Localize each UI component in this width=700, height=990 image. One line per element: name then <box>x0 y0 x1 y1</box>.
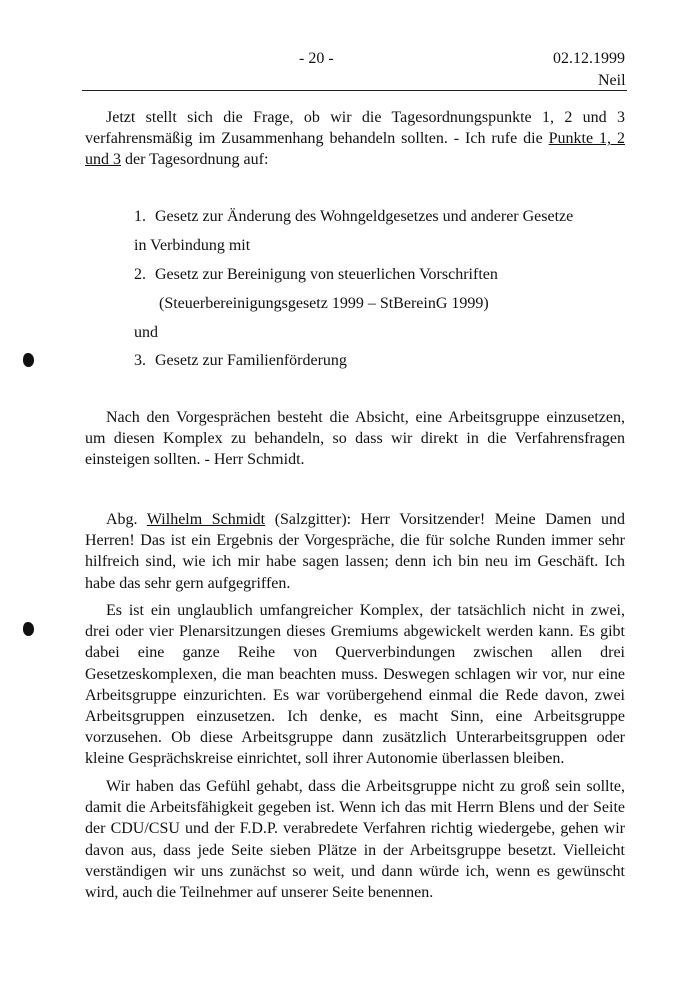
intro-text-before: Jetzt stellt sich die Frage, ob wir die Tagesordnungspunkte 1, 2 und 3 verfahrensmäßig im Zusammenhang behandeln sollten. - Ich rufe die <box>85 109 625 148</box>
agenda-connector-2: und <box>134 324 158 341</box>
author-name: Neil <box>598 72 626 89</box>
agenda-connector-1: in Verbindung mit <box>134 237 251 254</box>
speech-paragraph-1 <box>85 509 625 594</box>
speaker-name: Wilhelm Schmidt <box>146 511 266 528</box>
agenda-items-reference: Punkte 1, 2 und 3 <box>85 130 625 169</box>
speaker-prefix: Abg. <box>106 511 147 528</box>
agenda-item-1 <box>134 208 573 226</box>
agenda-item-3-number: 3. <box>134 352 146 369</box>
agenda-item-2 <box>134 266 498 284</box>
intro-paragraph <box>85 107 625 171</box>
agenda-item-2-subtitle: (Steuerbereinigungsgesetz 1999 – StBereinG 1999) <box>159 295 489 312</box>
chair-statement: Nach den Vorgesprächen besteht die Absicht, eine Arbeitsgruppe einzusetzen, um diesen Komplex zu behandeln, so dass wir direkt in die Verfahrensfragen einsteigen sollten. - Herr Schmidt. <box>85 409 625 469</box>
speech-opening: (Salzgitter): Herr Vorsitzender! Meine Damen und Herren! Das ist ein Ergebnis der Vorgespräche, die für solche Runden immer sehr hilfreich sind, wie ich mir habe sagen lassen; denn ich bin neu im Geschäft. Ich habe das sehr gern aufgegriffen. <box>85 511 625 592</box>
punch-hole-mark-upper <box>23 353 34 367</box>
header-divider <box>82 90 627 91</box>
speech-paragraph-2: Es ist ein unglaublich umfangreicher Komplex, der tatsächlich nicht in zwei, drei oder vier Plenarsitzungen dieses Gremiums abgewickelt werden kann. Es gibt dabei eine ganze Reihe von Querverbindungen zwischen allen drei Gesetzeskomplexen, die man beachten muss. Deswegen schlagen wir vor, nur eine Arbeitsgruppe einzurichten. Es war vorübergehend einmal die Rede davon, zwei Arbeitsgruppen einzusetzen. Ich denke, es macht Sinn, eine Arbeitsgruppe vorzusehen. Ob diese Arbeitsgruppe dann zusätzlich Unterarbeitsgruppen oder kleine Gesprächskreise einrichtet, soll ihrer Autonomie überlassen bleiben. <box>85 602 625 768</box>
punch-hole-mark-lower <box>23 622 34 636</box>
agenda-item-3 <box>134 352 347 370</box>
agenda-item-2-number: 2. <box>134 266 146 283</box>
agenda-item-1-number: 1. <box>134 208 146 225</box>
speech-paragraph-3: Wir haben das Gefühl gehabt, dass die Arbeitsgruppe nicht zu groß sein sollte, damit die Arbeitsfähigkeit gegeben ist. Wenn ich das mit Herrn Blens und der Seite der CDU/CSU und der F.D.P. verabredete Verfahren richtig wiedergebe, gehen wir davon aus, dass jede Seite sieben Plätze in der Arbeitsgruppe besetzt. Vielleicht verständigen wir uns zunächst so weit, und dann würde ich, wenn es gewünscht wird, auch die Teilnehmer auf unserer Seite benennen. <box>85 778 625 902</box>
document-date: 02.12.1999 <box>553 50 625 67</box>
agenda-item-2-text: Gesetz zur Bereinigung von steuerlichen Vorschriften <box>155 266 498 283</box>
agenda-item-1-text: Gesetz zur Änderung des Wohngeldgesetzes und anderer Gesetze <box>155 208 574 225</box>
intro-text-after: der Tagesordnung auf: <box>121 151 269 169</box>
agenda-item-3-text: Gesetz zur Familienförderung <box>155 352 347 369</box>
page-number: - 20 - <box>299 50 334 67</box>
